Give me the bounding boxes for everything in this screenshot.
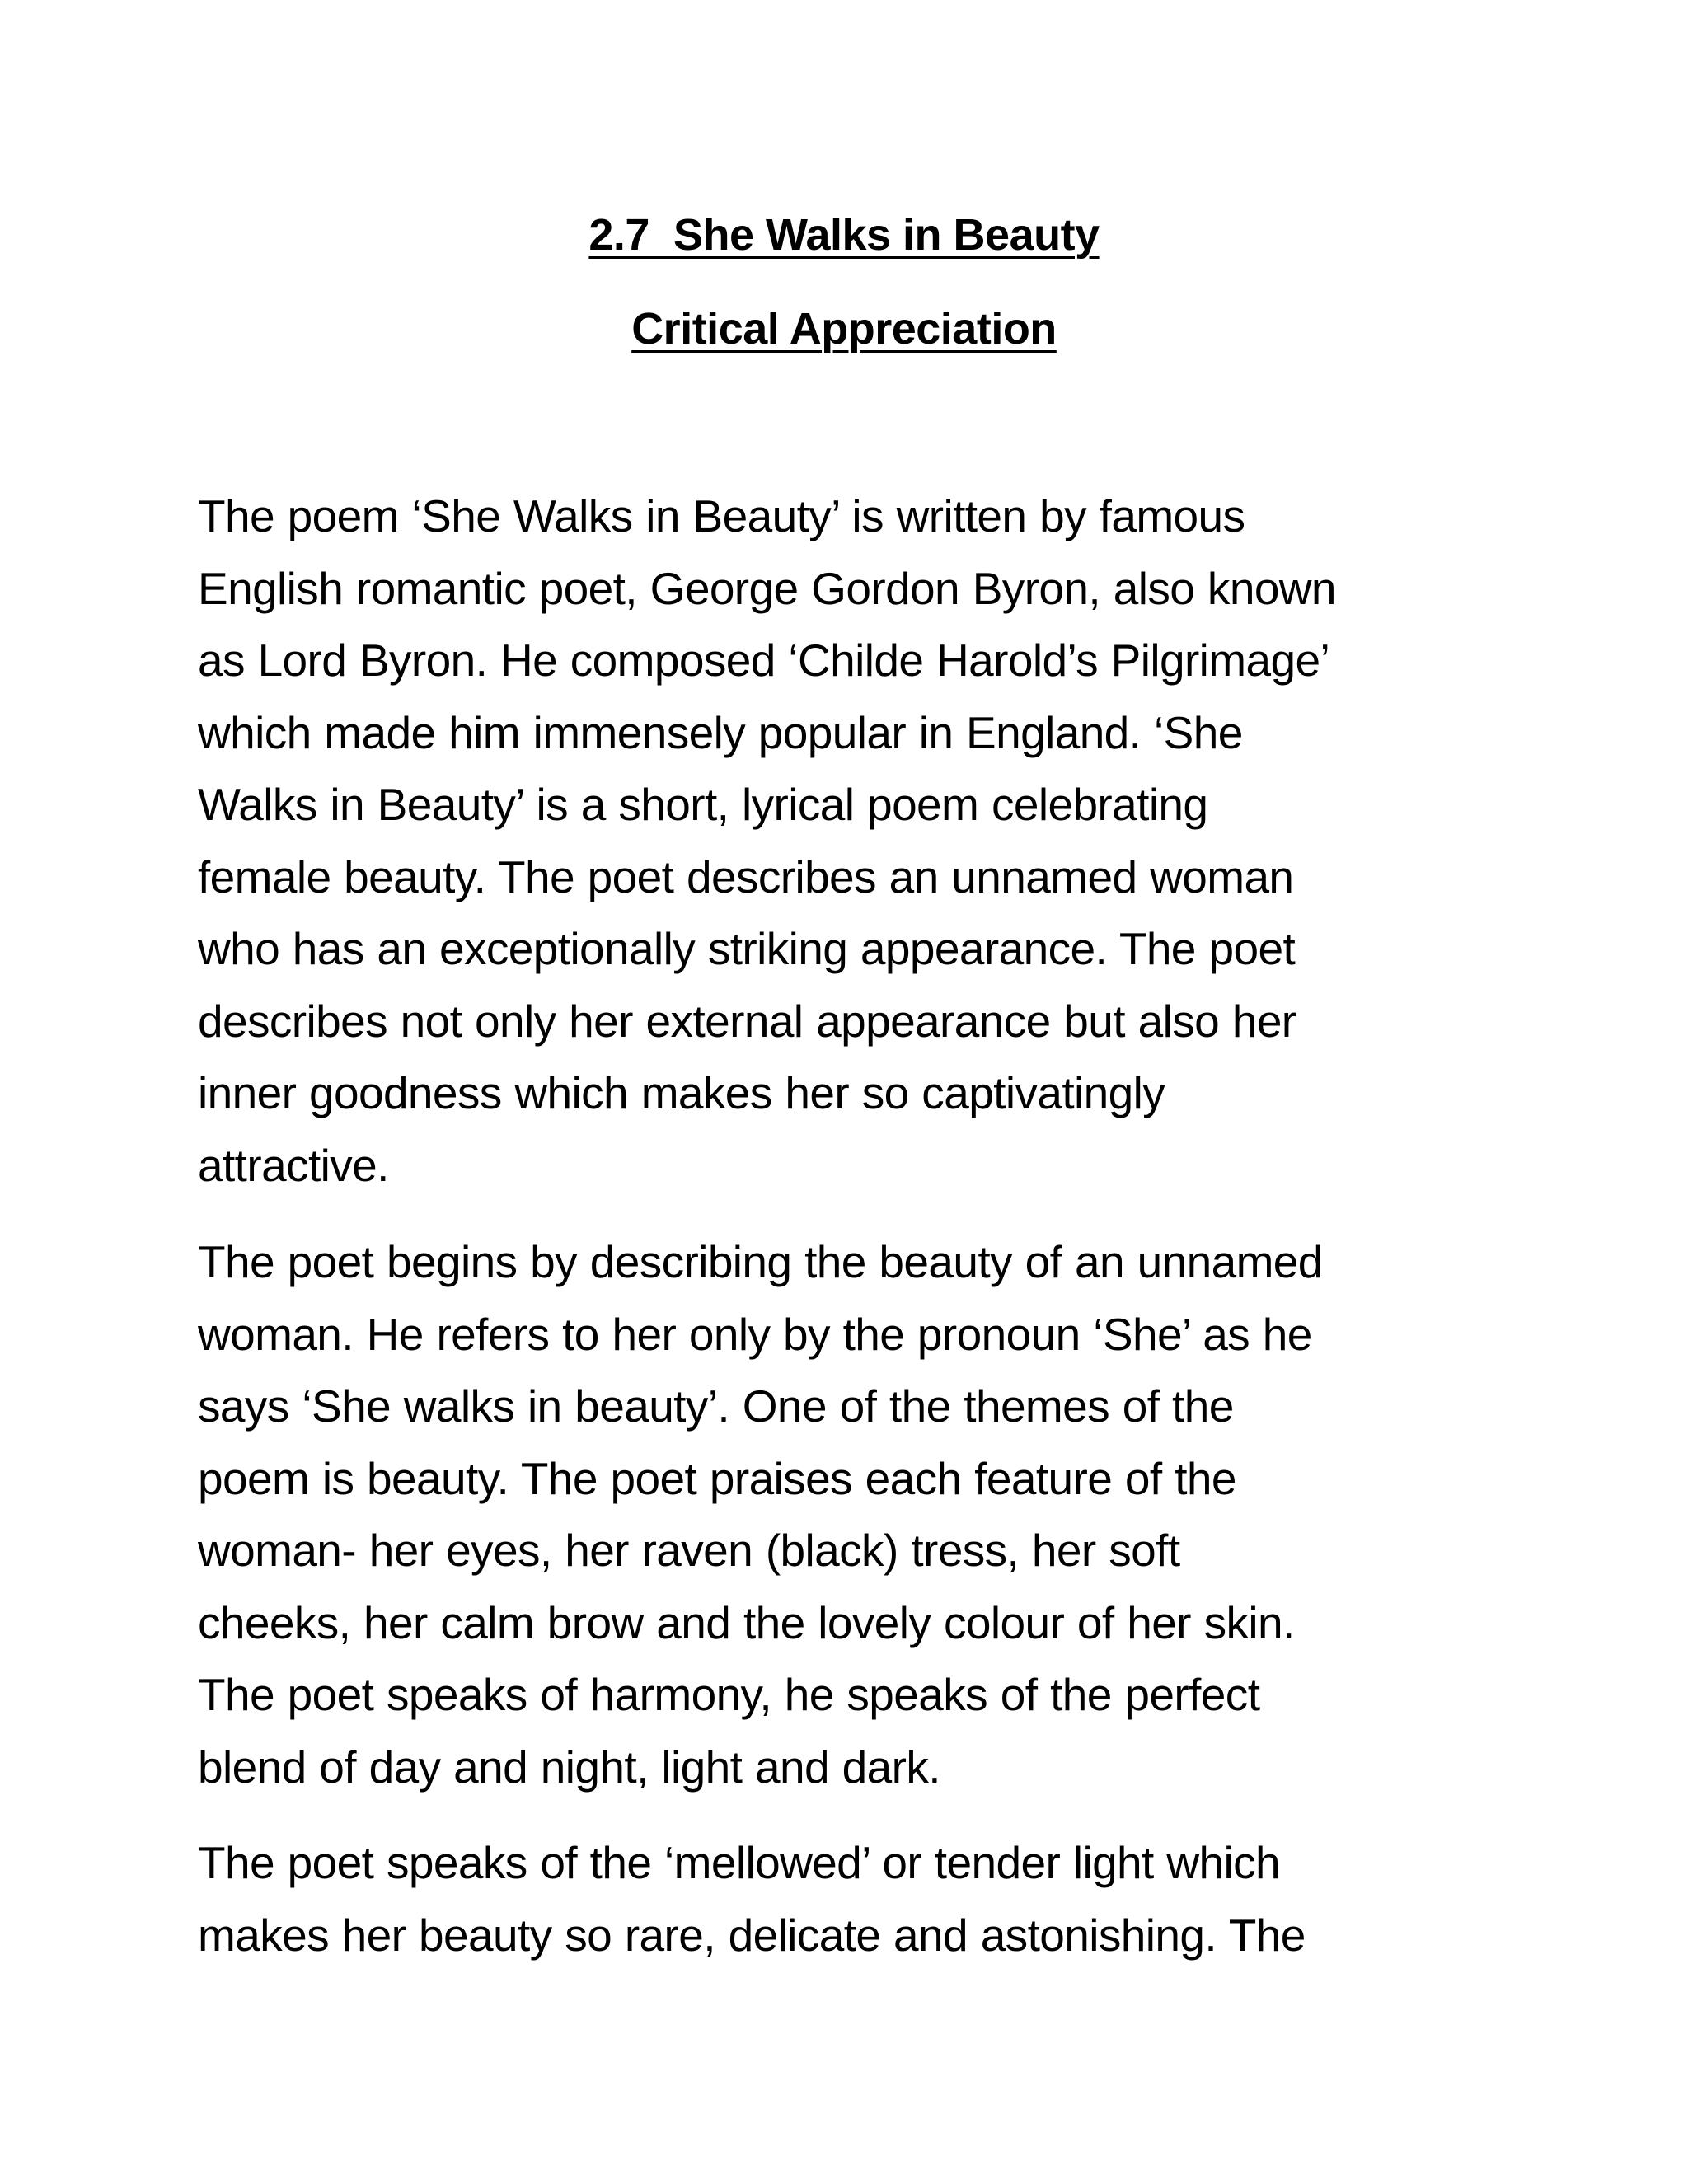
page-subtitle [0, 300, 1688, 358]
paragraph-line: woman. He refers to her only by the pronoun ‘She’ as he [198, 1308, 1312, 1360]
paragraph-line: The poem ‘She Walks in Beauty’ is written by famous [198, 490, 1245, 541]
paragraph-line: blend of day and night, light and dark. [198, 1741, 940, 1793]
page-title [0, 206, 1688, 264]
paragraph-line: says ‘She walks in beauty’. One of the themes of the [198, 1380, 1234, 1432]
paragraph-line: as Lord Byron. He composed ‘Childe Harold’s Pilgrimage’ [198, 635, 1330, 686]
paragraph-line: who has an exceptionally striking appearance. The poet [198, 923, 1296, 974]
paragraph-line: describes not only her external appearance but also her [198, 995, 1296, 1047]
page-subtitle-text: Critical Appreciation [631, 304, 1057, 354]
paragraph-line: inner goodness which makes her so captivatingly [198, 1067, 1165, 1118]
paragraph-line: The poet speaks of harmony, he speaks of the perfect [198, 1669, 1260, 1720]
paragraph-line: English romantic poet, George Gordon Byron, also known [198, 562, 1336, 614]
paragraph-1 [198, 480, 1500, 1202]
paragraph-line: cheeks, her calm brow and the lovely colour of her skin. [198, 1596, 1295, 1648]
paragraph-line: woman- her eyes, her raven (black) tress, her soft [198, 1525, 1180, 1576]
paragraph-line: The poet begins by describing the beauty of an unnamed [198, 1236, 1323, 1287]
paragraph-2 [198, 1226, 1500, 1803]
paragraph-line: female beauty. The poet describes an unnamed woman [198, 851, 1294, 902]
paragraph-line: which made him immensely popular in England. ‘She [198, 706, 1243, 758]
page-title-text: 2.7 She Walks in Beauty [588, 210, 1100, 260]
paragraph-line: The poet speaks of the ‘mellowed’ or tender light which [198, 1837, 1281, 1888]
paragraph-line: attractive. [198, 1139, 389, 1191]
paragraph-line: makes her beauty so rare, delicate and astonishing. The [198, 1909, 1306, 1961]
paragraph-line: poem is beauty. The poet praises each feature of the [198, 1452, 1236, 1504]
paragraph-line: Walks in Beauty’ is a short, lyrical poem celebrating [198, 779, 1208, 830]
paragraph-3 [198, 1827, 1500, 1971]
